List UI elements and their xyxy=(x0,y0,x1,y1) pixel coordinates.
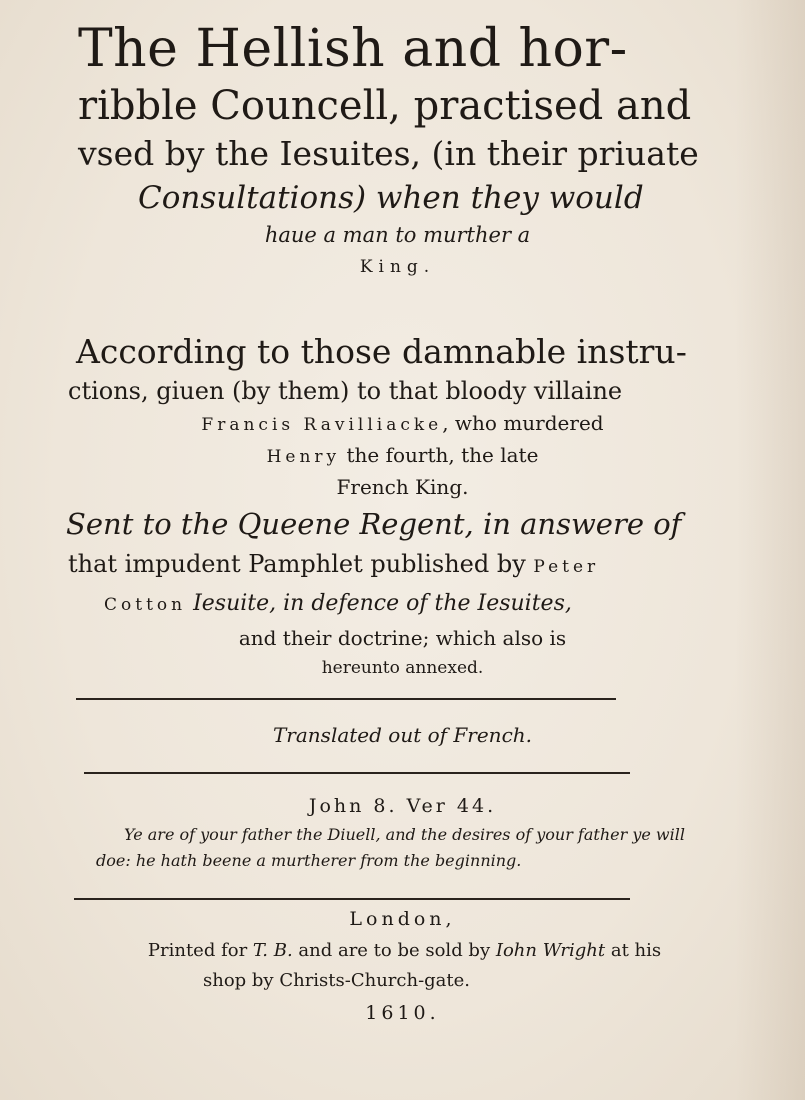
imprint-line-1 xyxy=(0,936,805,966)
scripture-quote xyxy=(0,790,805,874)
rule-2 xyxy=(84,772,630,774)
title-line-5: haue a man to murther a xyxy=(264,223,531,247)
main-title xyxy=(0,18,805,284)
according-line-1: According to those damnable instru- xyxy=(76,332,687,371)
sent-line-4: and their doctrine; which also is xyxy=(238,626,567,650)
sent-line-3-italic: Iesuite, in defence of the Iesuites, xyxy=(186,591,572,616)
according-line-5: French King. xyxy=(336,475,469,499)
rule-3 xyxy=(74,898,630,900)
ravilliacke-name: Francis Ravilliacke xyxy=(201,415,443,435)
according-line-3 xyxy=(0,408,805,440)
scripture-reference: John 8. Ver 44. xyxy=(308,795,497,817)
imprint-bookseller: Iohn Wright xyxy=(495,940,606,961)
according-line-4 xyxy=(0,440,805,472)
imprint-at-his: at his xyxy=(605,940,662,961)
title-line-4: Consultations) when they would xyxy=(138,180,644,216)
sent-line-1: Sent to the Queene Regent, in answere of xyxy=(66,507,682,541)
imprint-printed-for: Printed for xyxy=(147,940,253,961)
title-line-3: vsed by the Iesuites, (in their priuate xyxy=(78,134,699,173)
sent-line-2-text: that impudent Pamphlet published by xyxy=(68,550,534,578)
subtitle-according xyxy=(0,330,805,502)
sent-line-5: hereunto annexed. xyxy=(321,658,484,678)
translated-note: Translated out of French. xyxy=(272,723,533,747)
henry-name: Henry xyxy=(266,447,341,467)
scripture-line-2: doe: he hath beene a murtherer from the beginning. xyxy=(96,851,522,870)
title-line-1: The Hellish and hor- xyxy=(78,19,628,79)
imprint-year: 1610. xyxy=(365,1002,440,1024)
cotton-name: Cotton xyxy=(104,595,187,615)
according-line-2: ctions, giuen (by them) to that bloody villaine xyxy=(68,377,623,405)
sent-line-3 xyxy=(0,586,805,623)
rule-1 xyxy=(76,698,616,700)
imprint xyxy=(0,902,805,1030)
title-line-2: ribble Councell, practised and xyxy=(78,83,692,129)
scripture-line-1: Ye are of your father the Diuell, and the desires of your father ye will xyxy=(124,825,685,844)
according-line-4-rest: the fourth, the late xyxy=(340,443,539,467)
imprint-sold-by: and are to be sold by xyxy=(292,940,496,961)
subtitle-sent xyxy=(0,503,805,683)
sent-line-2 xyxy=(0,545,805,586)
imprint-city: London, xyxy=(349,908,456,930)
imprint-line-2: shop by Christs-Church-gate. xyxy=(203,970,471,991)
according-line-3-rest: , who murdered xyxy=(442,411,604,435)
imprint-initials: T. B. xyxy=(252,940,293,961)
title-line-6: King. xyxy=(359,257,436,277)
peter-name: Peter xyxy=(533,557,600,577)
